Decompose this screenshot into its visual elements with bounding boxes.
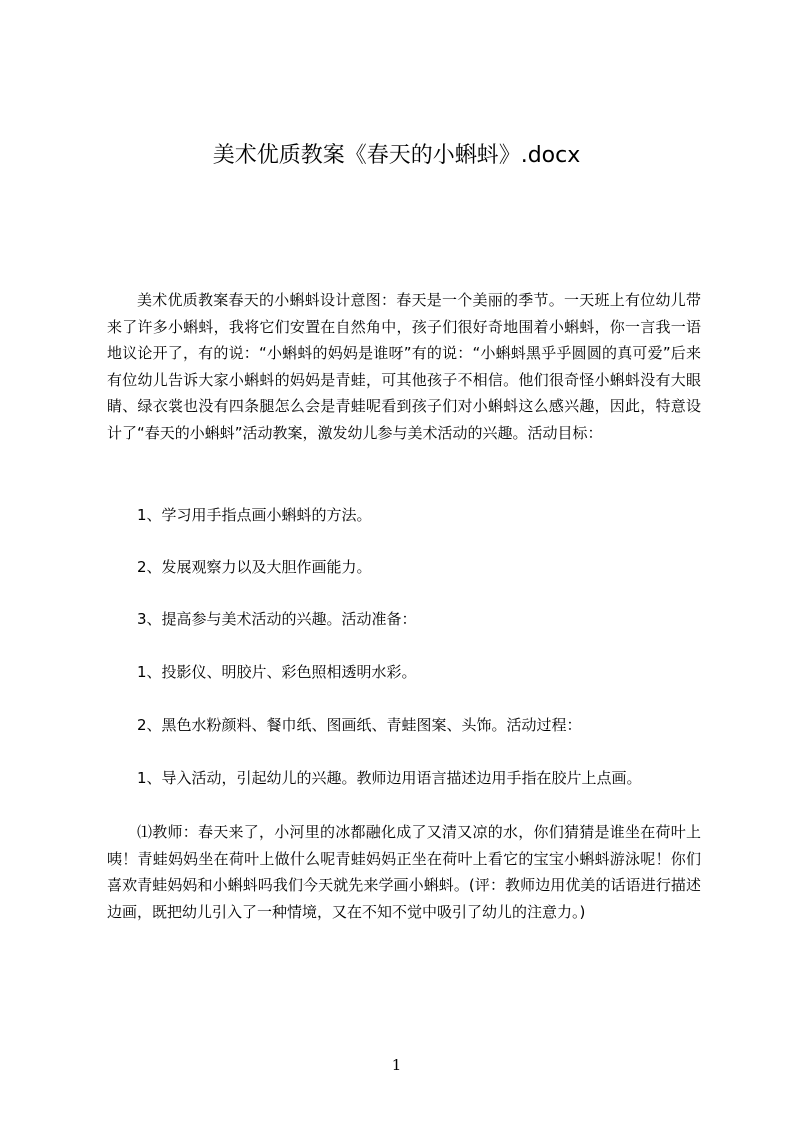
goal-item-2: 2、发展观察力以及大胆作画能力。	[137, 558, 372, 576]
teacher-paragraph: ⑴教师：春天来了，小河里的冰都融化成了又清又凉的水，你们猜猜是谁坐在荷叶上咦！青蛙妈妈坐在荷叶上做什么呢青蛙妈妈正坐在荷叶上看它的宝宝小蝌蚪游泳呢！你们喜欢青蛙妈妈和小蝌蚪吗我们今天就先来学画小蝌蚪。(评：教师边用优美的话语进行描述边画，既把幼儿引入了一种情境，又在不知不觉中吸引了幼儿的注意力。)	[107, 823, 701, 921]
intro-paragraph: 美术优质教案春天的小蝌蚪设计意图：春天是一个美丽的季节。一天班上有位幼儿带来了许多小蝌蚪，我将它们安置在自然角中，孩子们很好奇地围着小蝌蚪，你一言我一语地议论开了，有的说：“小蝌蚪的妈妈是谁呀”有的说：“小蝌蚪黑乎乎圆圆的真可爱”后来有位幼儿告诉大家小蝌蚪的妈妈是青蛙，可其他孩子不相信。他们很奇怪小蝌蚪没有大眼睛、绿衣裳也没有四条腿怎么会是青蛙呢看到孩子们对小蝌蚪这么感兴趣，因此，特意设计了“春天的小蝌蚪”活动教案，激发幼儿参与美术活动的兴趣。活动目标：	[107, 291, 701, 442]
process-item-1: 1、导入活动，引起幼儿的兴趣。教师边用语言描述边用手指在胶片上点画。	[137, 769, 642, 787]
goal-item-3: 3、提高参与美术活动的兴趣。活动准备：	[137, 610, 417, 628]
page-number: 1	[391, 1056, 402, 1074]
prep-item-1: 1、投影仪、明胶片、彩色照相透明水彩。	[137, 663, 417, 681]
document-title: 美术优质教案《春天的小蝌蚪》.docx	[212, 143, 581, 168]
goal-item-1: 1、学习用手指点画小蝌蚪的方法。	[137, 506, 372, 524]
prep-item-2: 2、黑色水粉颜料、餐巾纸、图画纸、青蛙图案、头饰。活动过程：	[137, 716, 582, 734]
